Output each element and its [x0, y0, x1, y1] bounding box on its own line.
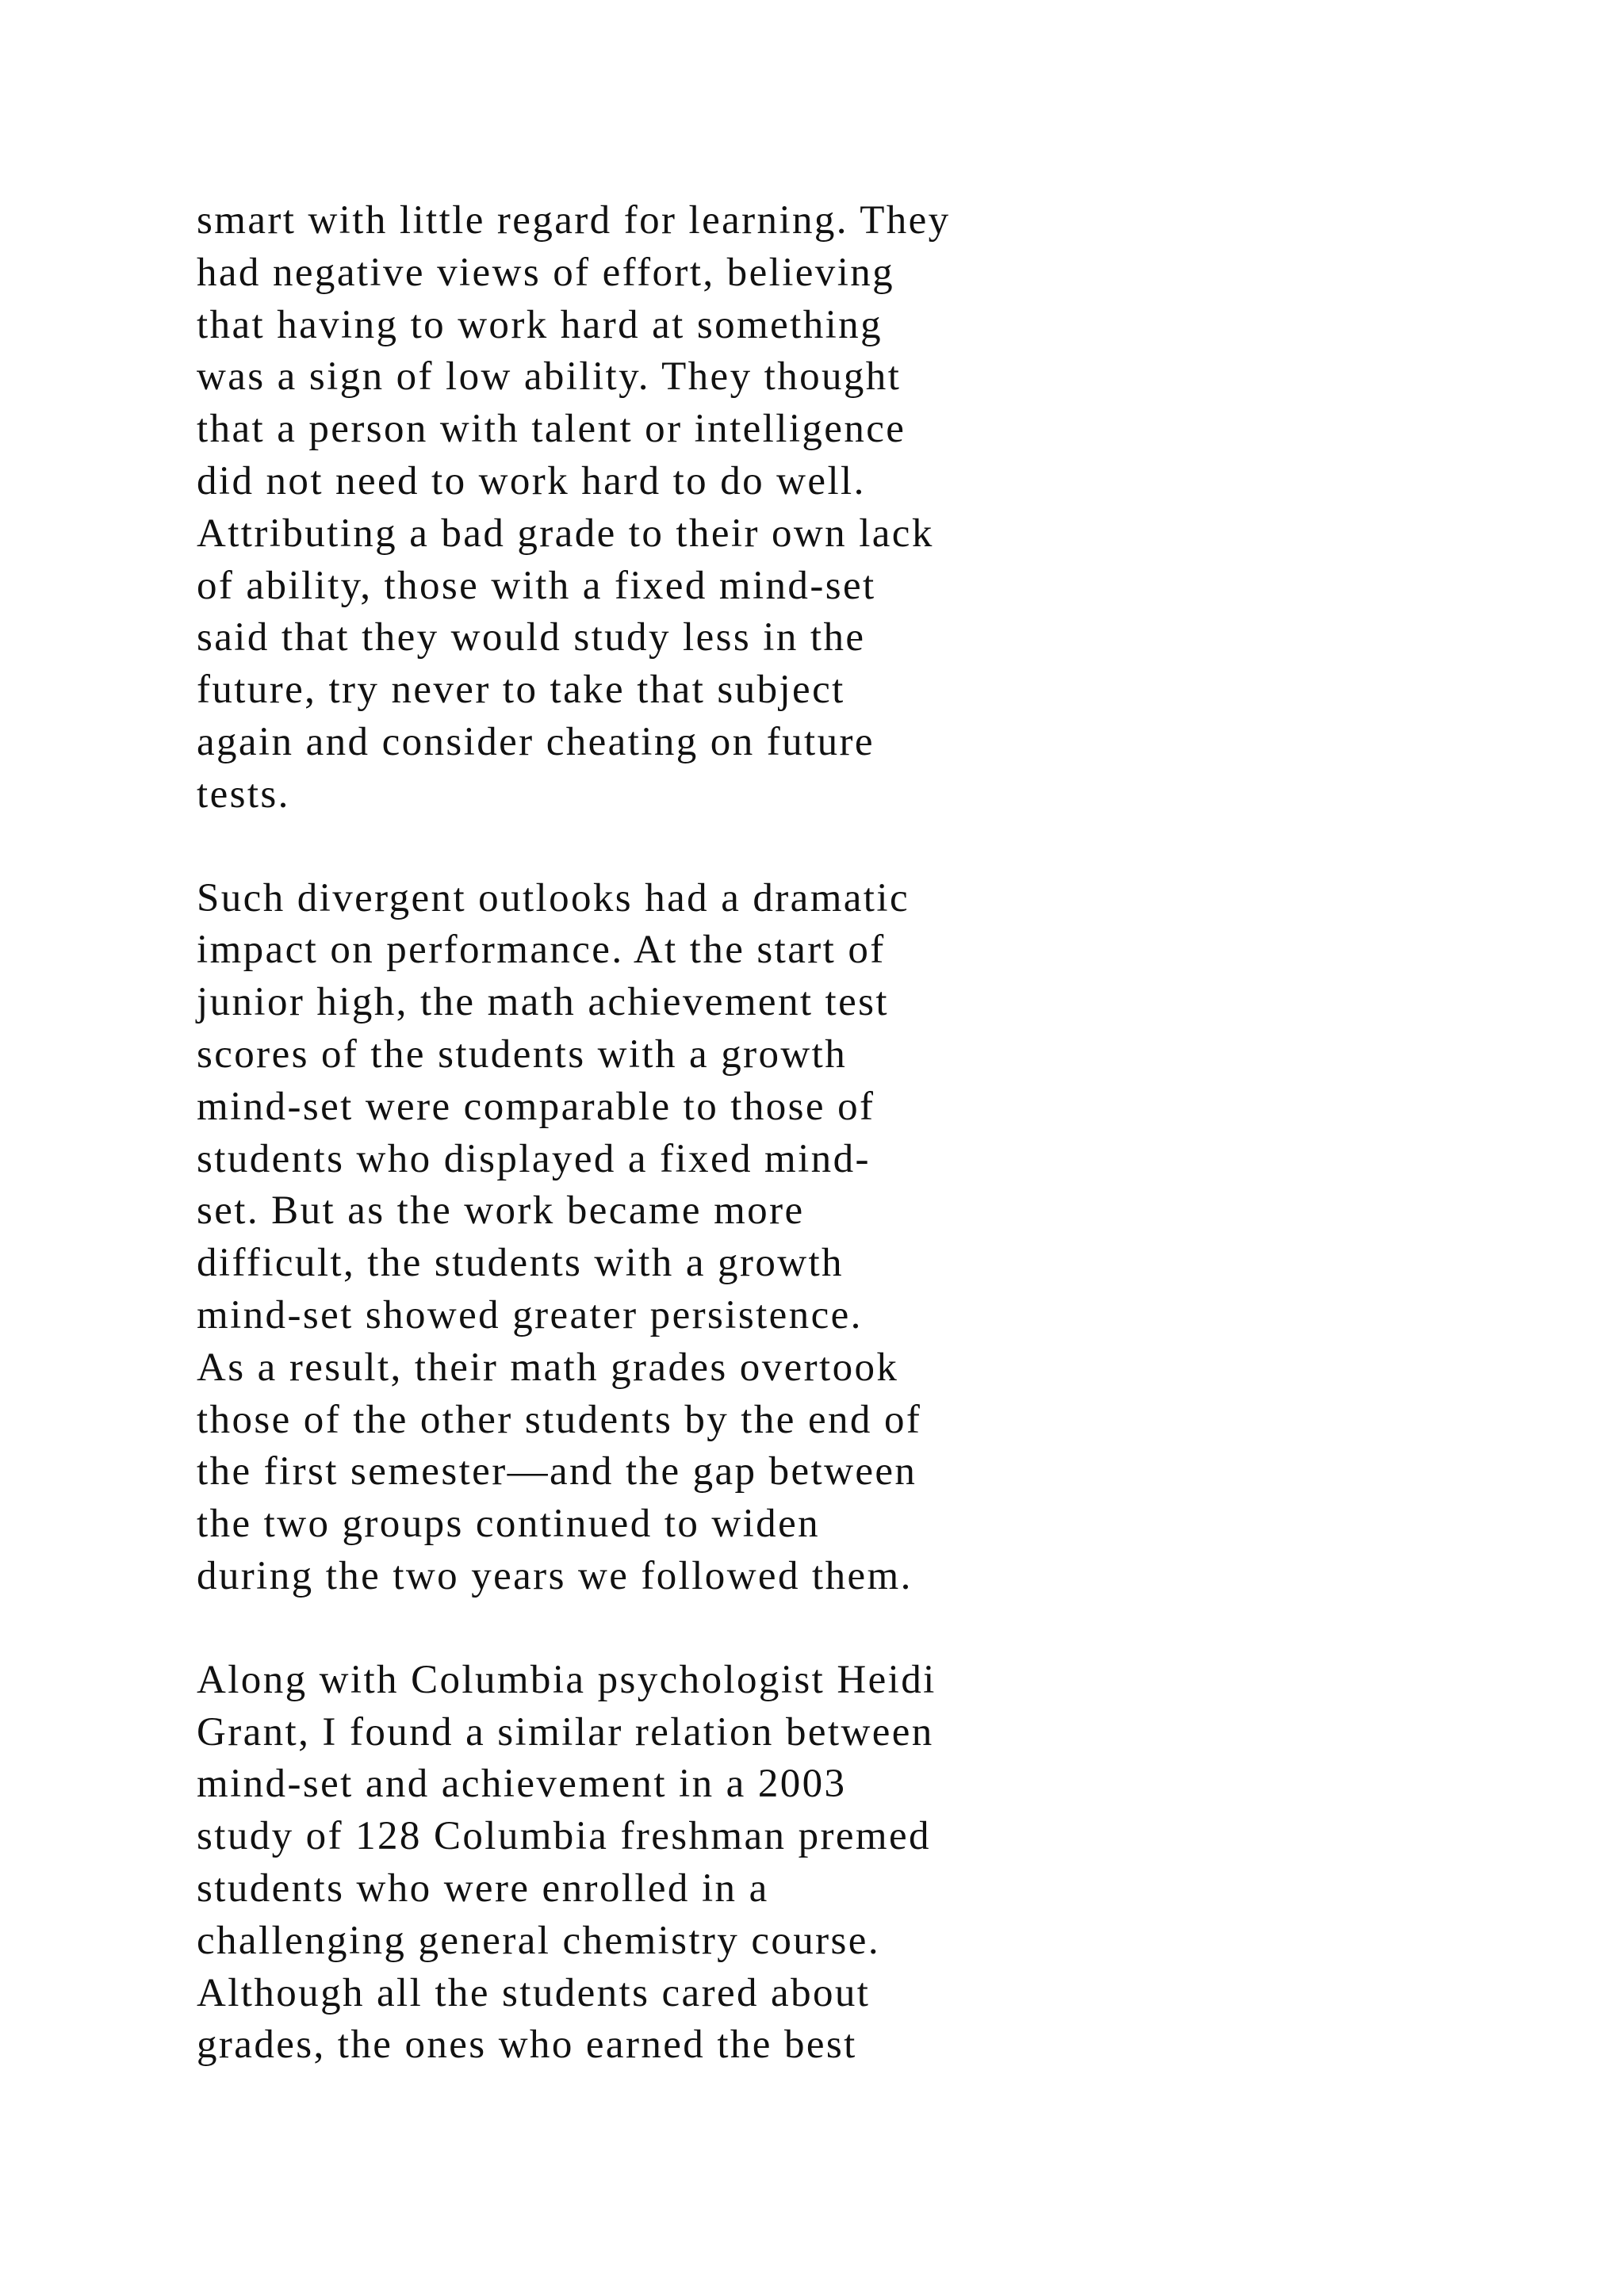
text-line: those of the other students by the end of: [197, 1397, 922, 1442]
text-line: of ability, those with a fixed mind-set: [197, 563, 876, 608]
text-line: that a person with talent or intelligence: [197, 407, 906, 452]
text-line: grades, the ones who earned the best: [197, 2022, 857, 2068]
text-line: students who were enrolled in a: [197, 1866, 769, 1911]
text-line: Such divergent outlooks had a dramatic: [197, 875, 910, 920]
text-line: did not need to work hard to do well.: [197, 458, 866, 503]
text-line: Along with Columbia psychologist Heidi: [197, 1657, 936, 1702]
text-line: the two groups continued to widen: [197, 1502, 821, 1547]
text-line: challenging general chemistry course.: [197, 1918, 880, 1963]
paragraph-1: [197, 195, 1386, 821]
text-line: scores of the students with a growth: [197, 1031, 848, 1077]
text-line: mind-set and achievement in a 2003: [197, 1762, 847, 1807]
text-line: students who displayed a fixed mind-: [197, 1136, 871, 1181]
text-line: mind-set showed greater persistence.: [197, 1292, 863, 1337]
paragraph-3: [197, 1655, 1386, 2072]
text-line: junior high, the math achievement test: [197, 980, 889, 1025]
text-line: future, try never to take that subject: [197, 668, 845, 713]
text-line: was a sign of low ability. They thought: [197, 354, 902, 400]
text-line: again and consider cheating on future: [197, 719, 875, 764]
text-line: that having to work hard at something: [197, 302, 883, 347]
text-line: impact on performance. At the start of: [197, 928, 886, 973]
text-line: mind-set were comparable to those of: [197, 1084, 875, 1129]
text-line: during the two years we followed them.: [197, 1553, 913, 1598]
text-line: tests.: [197, 771, 290, 817]
text-line: difficult, the students with a growth: [197, 1241, 844, 1286]
text-line: the first semester—and the gap between: [197, 1449, 917, 1494]
body-text: [197, 195, 1386, 2072]
text-line: smart with little regard for learning. They: [197, 198, 951, 243]
text-line: set. But as the work became more: [197, 1188, 805, 1234]
paragraph-2: [197, 873, 1386, 1603]
text-line: As a result, their math grades overtook: [197, 1345, 899, 1390]
text-line: had negative views of effort, believing: [197, 250, 895, 295]
text-line: said that they would study less in the: [197, 615, 866, 660]
text-line: Grant, I found a similar relation between: [197, 1709, 934, 1755]
text-line: study of 128 Columbia freshman premed: [197, 1814, 931, 1859]
text-line: Attributing a bad grade to their own lack: [197, 511, 934, 556]
text-line: Although all the students cared about: [197, 1970, 871, 2015]
